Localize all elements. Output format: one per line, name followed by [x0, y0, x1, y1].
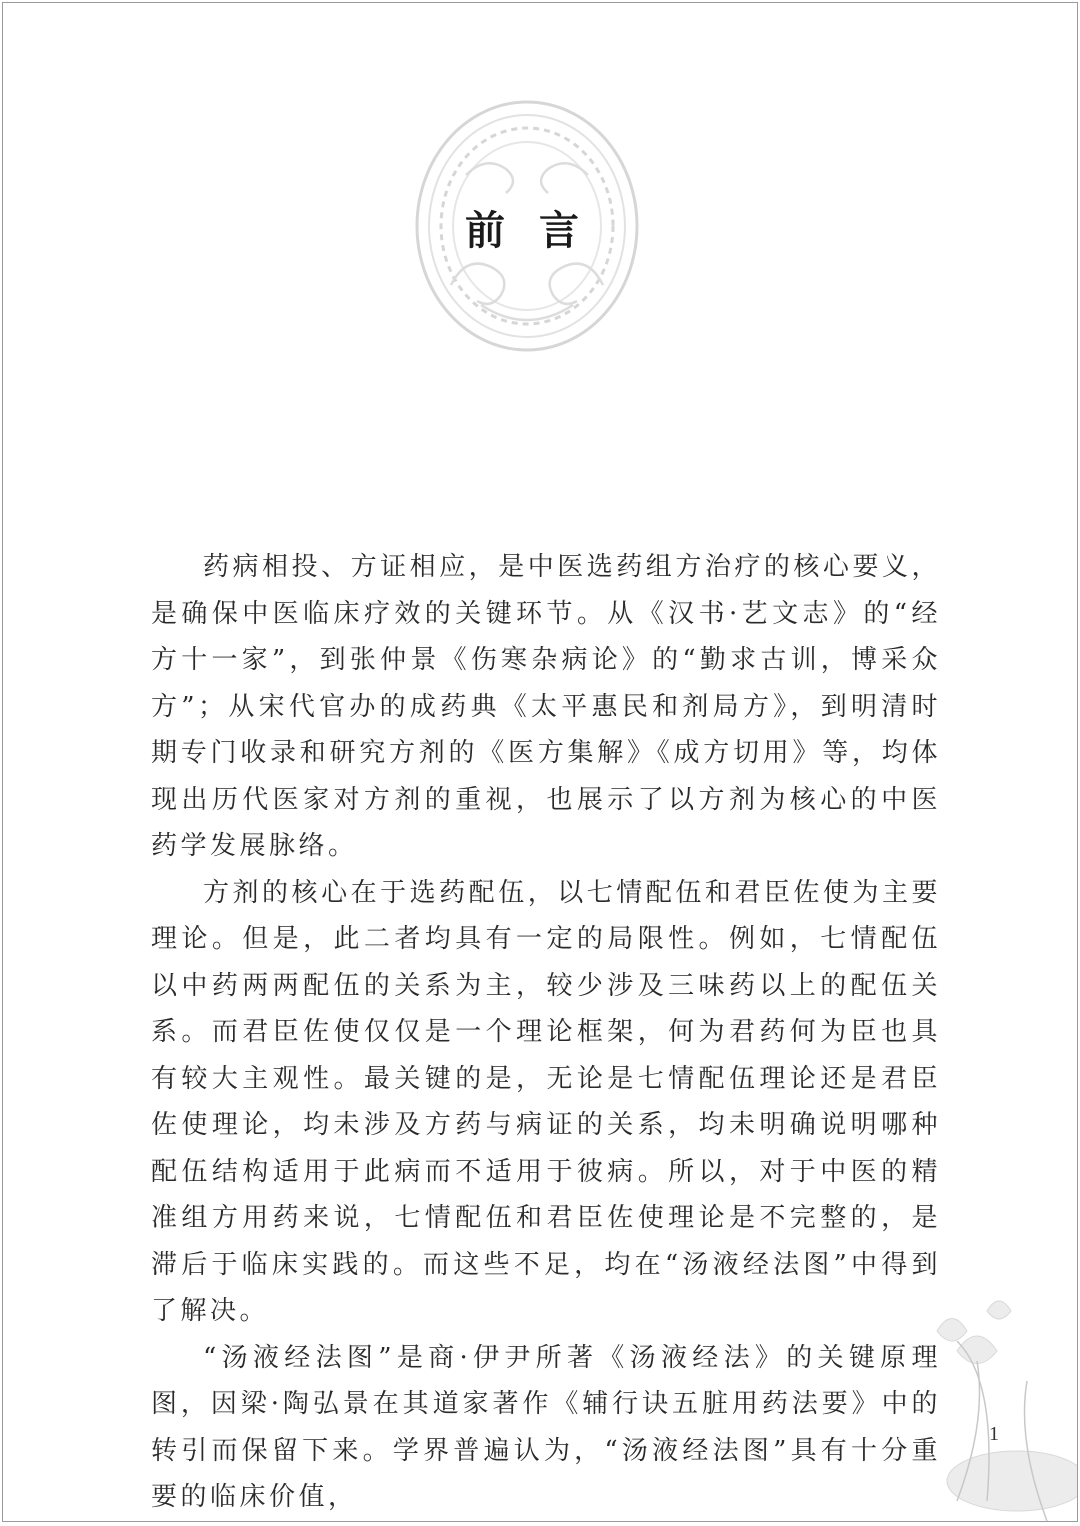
lotus-flower-icon [897, 1291, 1077, 1521]
paragraph: “汤液经法图”是商·伊尹所著《汤液经法》的关键原理图，因梁·陶弘景在其道家著作《辅行诀五脏用药法要》中的转引而保留下来。学界普遍认为，“汤液经法图”具有十分重要的临床价值， [151, 1342, 941, 1512]
page-title: 前 言 [465, 208, 589, 254]
body-text [151, 544, 941, 1521]
book-page [2, 2, 1078, 1522]
paragraph: 方剂的核心在于选药配伍，以七情配伍和君臣佐使为主要理论。但是，此二者均具有一定的局限性。例如，七情配伍以中药两两配伍的关系为主，较少涉及三味药以上的配伍关系。而君臣佐使仅仅是一个理论框架，何为君药何为臣也具有较大主观性。最关键的是，无论是七情配伍理论还是君臣佐使理论，均未涉及方药与病证的关系，均未明确说明哪种配伍结构适用于此病而不适用于彼病。所以，对于中医的精准组方用药来说，七情配伍和君臣佐使理论是不完整的，是滞后于临床实践的。而这些不足，均在“汤液经法图”中得到了解决。 [151, 877, 941, 1326]
page-number: 1 [989, 1423, 999, 1445]
paragraph: 药病相投、方证相应，是中医选药组方治疗的核心要义，是确保中医临床疗效的关键环节。从《汉书·艺文志》的“经方十一家”，到张仲景《伤寒杂病论》的“勤求古训，博采众方”；从宋代官办的成药典《太平惠民和剂局方》，到明清时期专门收录和研究方剂的《医方集解》《成方切用》等，均体现出历代医家对方剂的重视，也展示了以方剂为核心的中医药学发展脉络。 [151, 552, 941, 861]
